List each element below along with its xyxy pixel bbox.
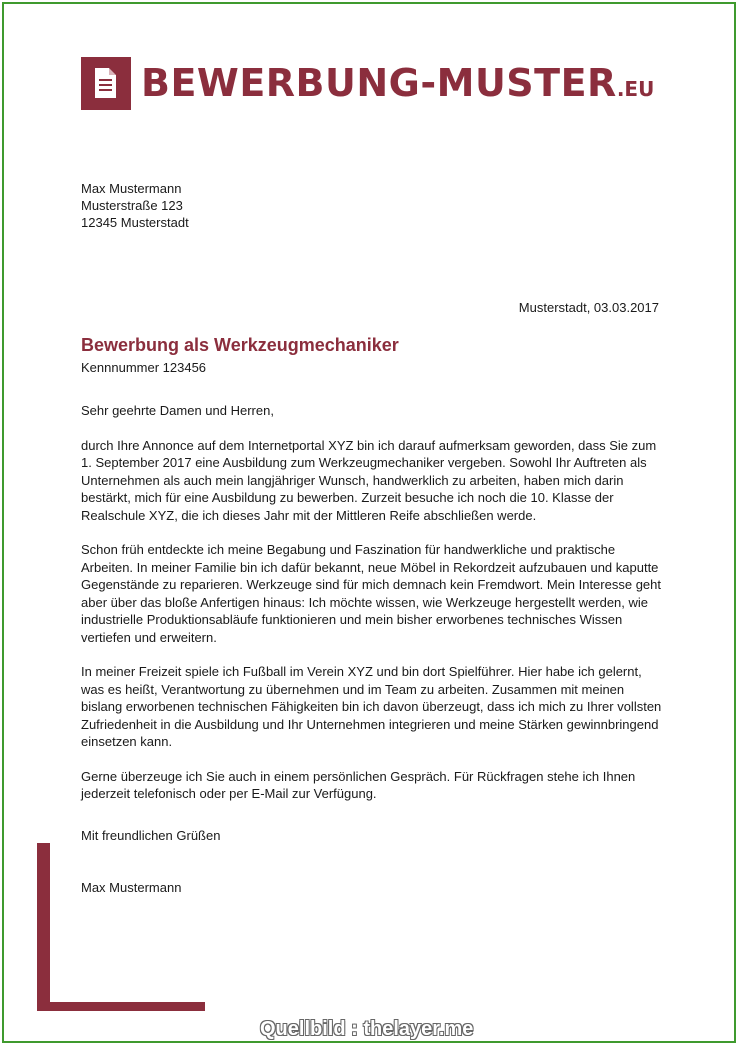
sender-address xyxy=(81,180,189,231)
reference-number: Kennnummer 123456 xyxy=(81,360,207,375)
letter-body xyxy=(81,402,666,820)
letter-date: Musterstadt, 03.03.2017 xyxy=(518,300,659,315)
document-icon xyxy=(81,57,131,110)
source-watermark: Quellbild : thelayer.me xyxy=(260,1018,474,1040)
sender-city: 12345 Musterstadt xyxy=(81,215,189,230)
body-paragraph-3: In meiner Freizeit spiele ich Fußball im Verein XYZ und bin dort Spielführer. Hier habe ich gelernt, was es heißt, Verantwortung zu übernehmen und im Team zu arbeiten. Zusammen mit meinen bislang erworbenen technischen Fähigkeiten bin ich davon überzeugt, dass ich mich zu Ihrer vollsten Zufriedenheit in die Ausbildung und Ihr Unternehmen integrieren und meine Stärken gewinnbringend einsetzen kann. xyxy=(81,664,662,749)
logo-text xyxy=(141,61,655,105)
closing: Mit freundlichen Grüßen xyxy=(81,828,221,843)
sender-name: Max Mustermann xyxy=(81,181,182,196)
body-paragraph-2: Schon früh entdeckte ich meine Begabung und Faszination für handwerkliche und praktische Arbeiten. In meiner Familie bin ich dafür bekannt, neue Möbel in Rekordzeit aufzubauen und kaputte Gegenstände zu reparieren. Werkzeuge sind für mich demnach kein Fremdwort. Mein Interesse geht aber über das bloße Anfertigen hinaus: Ich möchte wissen, wie Werkzeuge hergestellt werden, wie industrielle Produktionsabläufe funktionieren und mein bisher erworbenes technisches Wissen vertiefen und erweitern. xyxy=(81,542,661,645)
logo xyxy=(81,55,654,111)
logo-name: BEWERBUNG-MUSTER xyxy=(141,61,617,105)
sender-street: Musterstraße 123 xyxy=(81,198,183,213)
body-paragraph-1: durch Ihre Annonce auf dem Internetportal XYZ bin ich darauf aufmerksam geworden, dass Sie zum 1. September 2017 eine Ausbildung zum Werkzeugmechaniker vergeben. Sowohl Ihr Auftreten als Unternehmen als auch mein langjähriger Wunsch, handwerklich zu arbeiten, haben mich darin bestärkt, mich für eine Ausbildung zu bewerben. Zurzeit besuche ich noch die 10. Klasse der Realschule XYZ, die ich dieses Jahr mit der Mittleren Reife abschließen werde. xyxy=(81,437,657,523)
decorative-bar-horizontal xyxy=(37,1002,205,1011)
signature-name: Max Mustermann xyxy=(81,880,182,895)
letter-subject: Bewerbung als Werkzeugmechaniker xyxy=(81,335,399,355)
decorative-bar-vertical xyxy=(37,843,50,1011)
logo-tld: .EU xyxy=(616,77,655,101)
body-paragraph-4: Gerne überzeuge ich Sie auch in einem persönlichen Gespräch. Für Rückfragen stehe ich Ihnen jederzeit telefonisch oder per E-Mail zur Verfügung. xyxy=(81,768,636,801)
salutation: Sehr geehrte Damen und Herren, xyxy=(81,403,274,418)
